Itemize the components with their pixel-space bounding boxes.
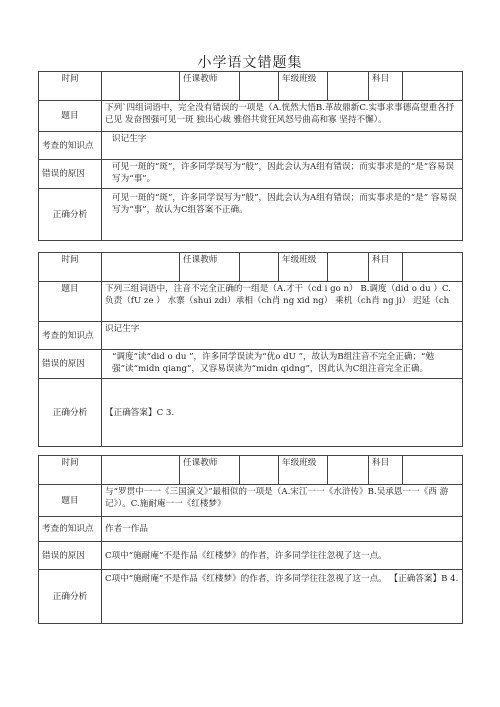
knowledge-text: 作者一作品 [101, 517, 462, 541]
teacher-value [239, 72, 278, 100]
error-reason-row [39, 349, 462, 378]
subject-label: 科目 [368, 456, 402, 484]
grade-value [327, 72, 368, 100]
teacher-value [239, 253, 278, 281]
knowledge-text: 识记生字 [101, 322, 462, 349]
error-reason-row [39, 541, 462, 569]
analysis-text: 【正确答案】C 3. [101, 379, 462, 446]
time-label: 时间 [61, 74, 79, 84]
question-card-3 [38, 455, 463, 624]
grade-value [327, 456, 368, 484]
analysis-label: 正确分析 [52, 407, 88, 418]
question-text: 下列`四组词语中，完全没有错误的一项是（A.恍然大悟B.革故鼎新C.实事求事德高望重各抒已见 发奋图强可见一斑 独出心裁 雅俗共赏狂风怒号曲高和寡 坚持不懈）。 [101, 101, 462, 131]
teacher-label: 任课教师 [179, 72, 239, 100]
question-label: 题目 [61, 495, 79, 506]
question-row [39, 281, 462, 321]
time-value [101, 253, 179, 281]
analysis-label: 正确分析 [52, 591, 88, 602]
knowledge-row [39, 131, 462, 159]
time-label: 时间 [61, 255, 79, 265]
error-reason-text: 可见一斑的“斑”，许多同学误写为“般”，因此会认为A组有错误；而实事求是的“是”容易误写为“事”。 [101, 160, 462, 188]
knowledge-label: 考查的知识点 [42, 330, 94, 341]
grade-label: 年级班级 [278, 456, 327, 484]
knowledge-row [39, 321, 462, 349]
info-header-row [39, 456, 462, 484]
error-reason-text: C项中“施耐庵”不是作品《红楼梦》的作者，许多同学往往忽视了这一点。 [101, 542, 462, 569]
analysis-text: 可见一斑的“斑”，许多同学误写为“般”，因此会认为A组有错误；而实事求是的“是” 容易误写为“事”，故认为C组答案不正确。 [101, 189, 462, 240]
analysis-text: C项中“施耐庵”不是作品《红楼梦》的作者，许多同学往往忽视了这一点。 【正确答案】B 4. [101, 570, 462, 623]
knowledge-row [39, 516, 462, 541]
question-text: 与“罗贯中一一《三国演义》”最相似的一项是（A.宋江一一《水浒传》B.吴承恩一一《西 游记》）。C.施耐庵一一《红楼梦》 [101, 485, 462, 516]
teacher-label: 任课教师 [179, 456, 239, 484]
knowledge-text: 识记生字 [101, 132, 462, 159]
subject-value [402, 253, 462, 281]
subject-label: 科目 [368, 72, 402, 100]
question-card-1 [38, 71, 463, 241]
analysis-label: 正确分析 [52, 209, 88, 220]
question-row [39, 484, 462, 516]
error-reason-label: 错误的原因 [42, 550, 85, 561]
subject-value [402, 72, 462, 100]
analysis-row [39, 569, 462, 623]
error-reason-row [39, 159, 462, 188]
time-label: 时间 [61, 458, 79, 468]
info-header-row [39, 72, 462, 100]
knowledge-label: 考查的知识点 [42, 524, 94, 534]
analysis-row [39, 378, 462, 446]
question-card-2 [38, 252, 463, 447]
time-value [101, 456, 179, 484]
document-title: 小学语文错题集 [197, 55, 303, 71]
grade-value [327, 253, 368, 281]
question-label: 题目 [61, 284, 79, 294]
error-reason-text: “调度”读“did o du ”，许多同学误读为“优o dU ”，故认为B组注音不完全正确；“勉 强”读“midn qiang”，又容易误读为“midn qidng”，因此认为C组注音完全正确。 [101, 350, 462, 378]
error-reason-label: 错误的原因 [42, 169, 85, 179]
question-text: 下列三组词语中，注音不完全正确的一组是（A.才干（cd i go n） B.调度（did o du ）C.负责（fU ze ） 水寨（shui zdi）承相（ch肖 ng xid ng） 乘机（ch肖 ng ji） 迟延（ch [101, 282, 462, 321]
teacher-label: 任课教师 [179, 253, 239, 281]
grade-label: 年级班级 [278, 72, 327, 100]
info-header-row [39, 253, 462, 281]
time-value [101, 72, 179, 100]
question-row [39, 100, 462, 131]
knowledge-label: 考查的知识点 [42, 140, 94, 151]
question-label: 题目 [61, 111, 79, 121]
subject-label: 科目 [368, 253, 402, 281]
subject-value [402, 456, 462, 484]
grade-label: 年级班级 [278, 253, 327, 281]
error-reason-label: 错误的原因 [42, 359, 85, 369]
analysis-row [39, 188, 462, 240]
teacher-value [239, 456, 278, 484]
